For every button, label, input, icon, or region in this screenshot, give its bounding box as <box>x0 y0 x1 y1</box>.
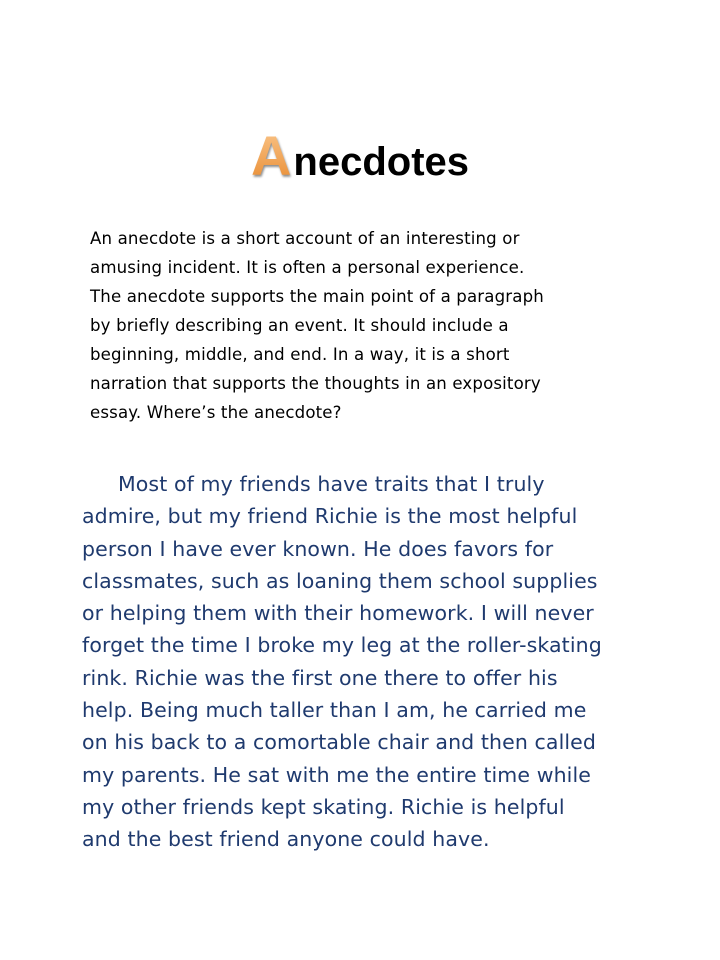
paragraph-line: forget the time I broke my leg at the roller-skating <box>82 633 602 658</box>
page-title <box>0 124 720 187</box>
intro-definition <box>90 224 635 427</box>
paragraph-line: on his back to a comortable chair and then called <box>82 730 596 755</box>
paragraph-line: admire, but my friend Richie is the most helpful <box>82 504 578 529</box>
intro-line: An anecdote is a short account of an interesting or <box>90 229 520 248</box>
intro-line: essay. Where’s the anecdote? <box>90 403 342 422</box>
paragraph-line: or helping them with their homework. I will never <box>82 601 594 626</box>
paragraph-line <box>82 468 642 500</box>
paragraph-line: help. Being much taller than I am, he carried me <box>82 698 587 723</box>
intro-line: beginning, middle, and end. In a way, it is a short <box>90 345 510 364</box>
paragraph-line: person I have ever known. He does favors for <box>82 536 554 561</box>
intro-line: The anecdote supports the main point of a paragraph <box>90 287 544 306</box>
intro-line: narration that supports the thoughts in an expository <box>90 374 541 393</box>
intro-line: by briefly describing an event. It should include a <box>90 316 509 335</box>
paragraph-line: classmates, such as loaning them school supplies <box>82 568 598 593</box>
title-initial-letter: A <box>250 124 292 187</box>
paragraph-line: my parents. He sat with me the entire time while <box>82 762 591 787</box>
paragraph-line-text: Most of my friends have traits that I truly <box>118 472 545 496</box>
intro-line: amusing incident. It is often a personal experience. <box>90 258 525 277</box>
paragraph-line: rink. Richie was the first one there to offer his <box>82 665 558 690</box>
title-rest: necdotes <box>293 140 470 184</box>
paragraph-line: my other friends kept skating. Richie is helpful <box>82 794 565 819</box>
paragraph-line: and the best friend anyone could have. <box>82 827 490 852</box>
example-paragraph <box>82 468 642 856</box>
